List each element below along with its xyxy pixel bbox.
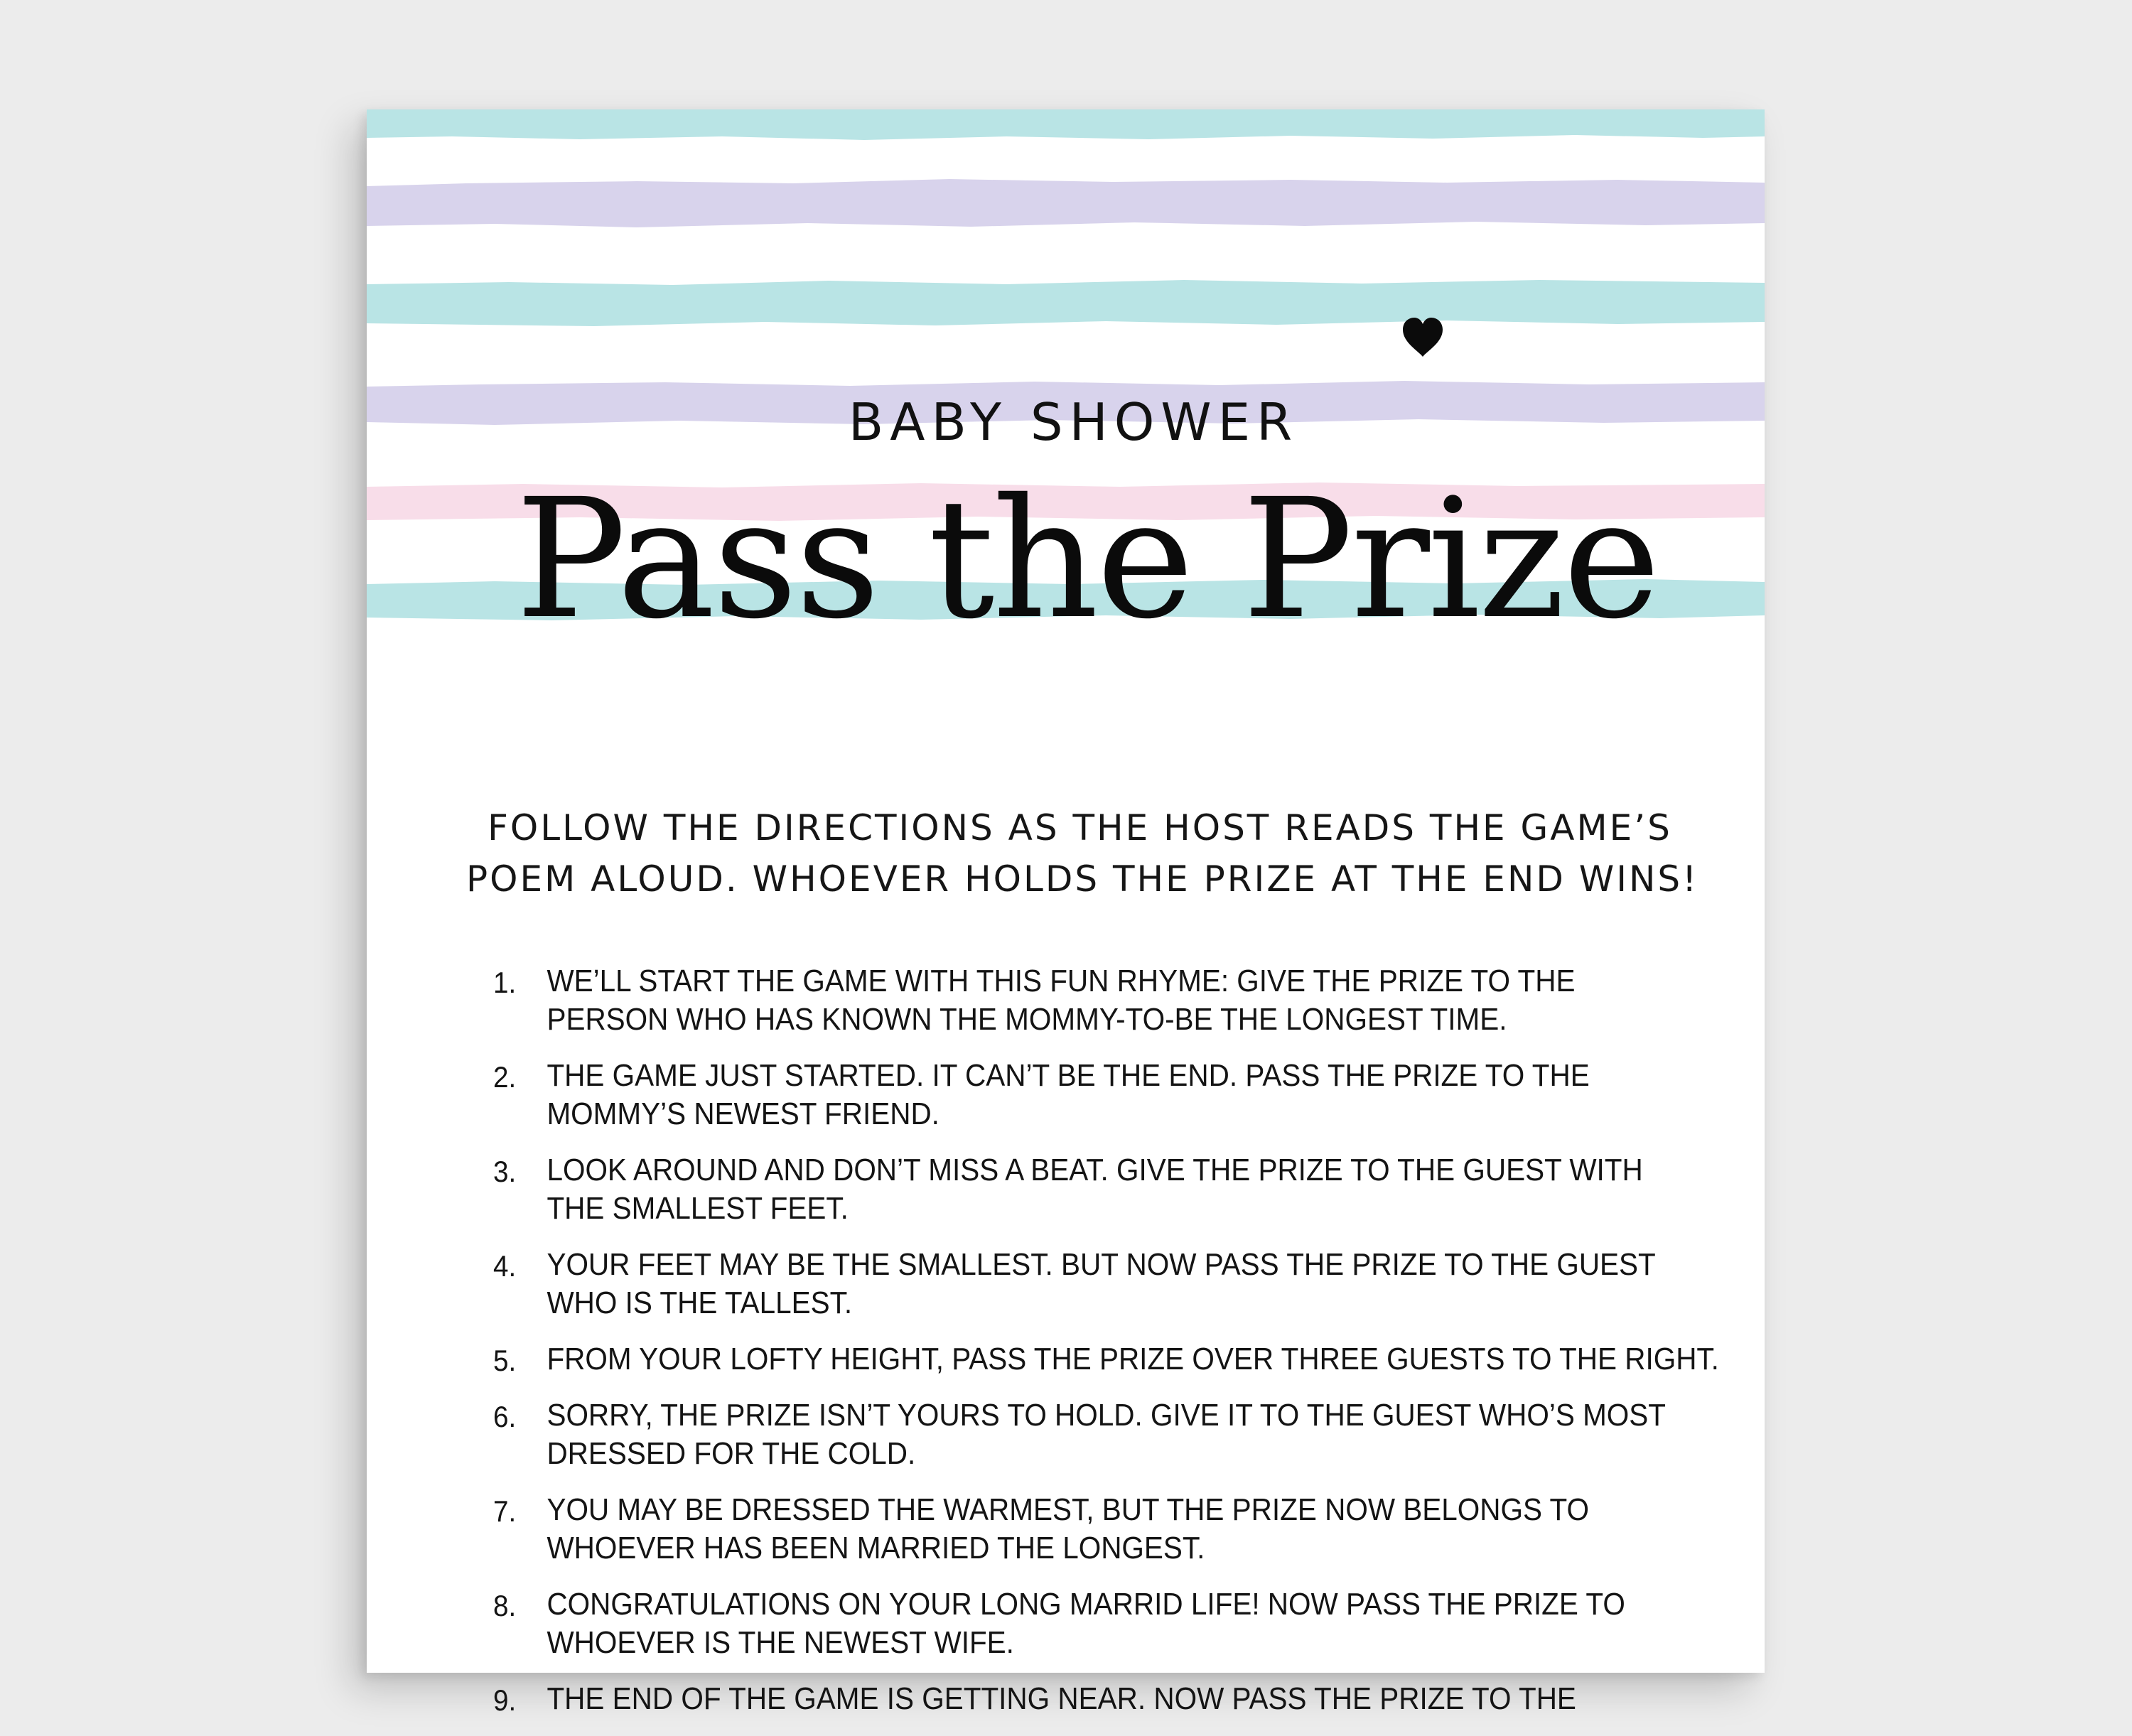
stripe-teal-2: [367, 280, 1765, 326]
list-item: [493, 1057, 1605, 1133]
item-line: WE’LL START THE GAME WITH THIS FUN RHYME: GIVE THE PRIZE TO THE: [547, 964, 1576, 998]
item-line: THE GAME JUST STARTED. IT CAN’T BE THE END. PASS THE PRIZE TO THE: [547, 1058, 1590, 1093]
item-number: 3.: [493, 1155, 517, 1188]
list-item: [493, 962, 1605, 1039]
list-item: [493, 1491, 1605, 1568]
heart-icon: [1400, 316, 1445, 360]
item-text: [547, 1246, 1656, 1322]
item-line: PERSON WHO HAS KNOWN THE MOMMY-TO-BE THE LONGEST TIME.: [547, 1002, 1507, 1037]
list-item: [493, 1340, 1719, 1379]
game-sheet: [367, 109, 1765, 1717]
item-line: WHOEVER IS THE NEWEST WIFE.: [547, 1625, 1014, 1660]
item-text: [547, 1396, 1667, 1473]
item-number: 2.: [493, 1060, 517, 1094]
subtitle: BABY SHOWER: [848, 392, 1299, 452]
item-number: 6.: [493, 1400, 517, 1433]
item-text: [547, 1680, 1605, 1718]
item-line: YOUR FEET MAY BE THE SMALLEST. BUT NOW PASS THE PRIZE TO THE GUEST: [547, 1247, 1656, 1282]
item-line: THE SMALLEST FEET.: [547, 1191, 849, 1226]
item-line: DRESSED FOR THE COLD.: [547, 1436, 916, 1471]
stripe-lavender-1: [367, 179, 1765, 227]
item-line: WHO IS THE TALLEST.: [547, 1285, 853, 1320]
item-line: YOU MAY BE DRESSED THE WARMEST, BUT THE PRIZE NOW BELONGS TO: [547, 1492, 1589, 1527]
item-text: [547, 1585, 1625, 1662]
item-number: 4.: [493, 1249, 517, 1283]
instructions-line: FOLLOW THE DIRECTIONS AS THE HOST READS THE GAME’S: [488, 807, 1672, 848]
item-number: 1.: [493, 966, 517, 999]
item-line: THE END OF THE GAME IS GETTING NEAR. NOW PASS THE PRIZE TO THE: [547, 1681, 1576, 1716]
item-number: 8.: [493, 1589, 517, 1622]
item-line: MOMMY’S NEWEST FRIEND.: [547, 1096, 940, 1131]
list-item: [493, 1585, 1625, 1662]
item-text: [547, 1057, 1605, 1133]
item-line: LOOK AROUND AND DON’T MISS A BEAT. GIVE THE PRIZE TO THE GUEST WITH: [547, 1153, 1643, 1187]
instructions: [466, 802, 1699, 905]
item-line: WHOEVER HAS BEEN MARRIED THE LONGEST.: [547, 1531, 1205, 1565]
stripe-teal-top: [367, 109, 1765, 140]
item-number: 7.: [493, 1494, 517, 1528]
item-line: CONGRATULATIONS ON YOUR LONG MARRID LIFE! NOW PASS THE PRIZE TO: [547, 1587, 1625, 1622]
item-line: SORRY, THE PRIZE ISN’T YOURS TO HOLD. GIVE IT TO THE GUEST WHO’S MOST: [547, 1398, 1667, 1433]
list-item: [493, 1246, 1656, 1322]
item-text: [547, 1340, 1719, 1379]
instructions-line: POEM ALOUD. WHOEVER HOLDS THE PRIZE AT THE END WINS!: [466, 858, 1699, 900]
item-text: [547, 962, 1605, 1039]
item-text: [547, 1491, 1605, 1568]
item-number: 9.: [493, 1683, 517, 1717]
list-item: [493, 1396, 1667, 1473]
list-item: [493, 1151, 1643, 1228]
list-item: [493, 1680, 1605, 1718]
poem-list: [493, 962, 1719, 1736]
page-title: Pass the Prize: [515, 463, 1659, 655]
item-text: [547, 1151, 1643, 1228]
item-number: 5.: [493, 1344, 517, 1377]
item-line: FROM YOUR LOFTY HEIGHT, PASS THE PRIZE OVER THREE GUESTS TO THE RIGHT.: [547, 1342, 1719, 1376]
